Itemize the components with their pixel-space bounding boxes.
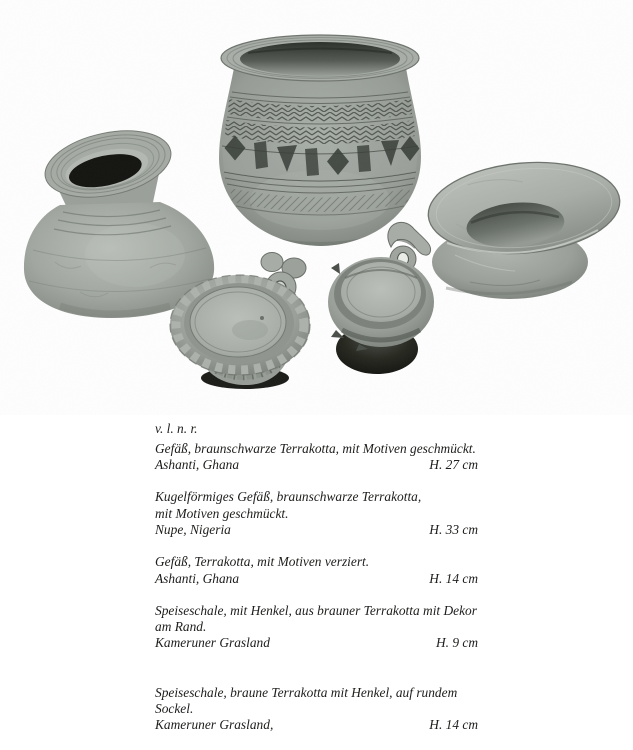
caption-description: Gefäß, Terrakotta, mit Motiven verziert. bbox=[155, 554, 370, 570]
caption-height: H. 14 cm bbox=[429, 570, 478, 586]
caption-description: Kugelförmiges Gefäß, braunschwarze Terrakotta, bbox=[155, 489, 422, 505]
caption-origin: Kameruner Grasland, bbox=[155, 717, 274, 733]
caption-height: H. 9 cm bbox=[435, 635, 478, 651]
caption-description: mit Motiven geschmückt. bbox=[155, 505, 289, 521]
caption-height: H. 33 cm bbox=[429, 521, 478, 537]
caption-description: Speiseschale, mit Henkel, aus brauner Terrakotta mit Dekor bbox=[155, 602, 477, 618]
caption-origin: Nupe, Nigeria bbox=[155, 521, 231, 537]
caption-description: am Rand. bbox=[155, 619, 207, 635]
caption-description: Speiseschale, braune Terrakotta mit Henkel, auf rundem bbox=[155, 684, 458, 700]
caption-description: Gefäß, braunschwarze Terrakotta, mit Motiven geschmückt. bbox=[155, 440, 476, 456]
caption-origin: Ashanti, Ghana bbox=[155, 457, 240, 473]
caption-block bbox=[155, 421, 478, 750]
caption-entry-3 bbox=[155, 554, 478, 587]
caption-origin: Ashanti, Ghana bbox=[155, 570, 240, 586]
caption-origin: Kameruner Grasland bbox=[155, 635, 270, 651]
caption-description: Sockel. bbox=[155, 701, 194, 717]
caption-height: H. 27 cm bbox=[429, 457, 478, 473]
caption-height: H. 14 cm bbox=[429, 717, 478, 733]
caption-entry-2 bbox=[155, 489, 478, 538]
caption-intro: v. l. n. r. bbox=[155, 421, 198, 436]
caption-entry-5 bbox=[155, 685, 478, 734]
caption-entry-4 bbox=[155, 603, 478, 652]
caption-entry-1 bbox=[155, 441, 478, 474]
